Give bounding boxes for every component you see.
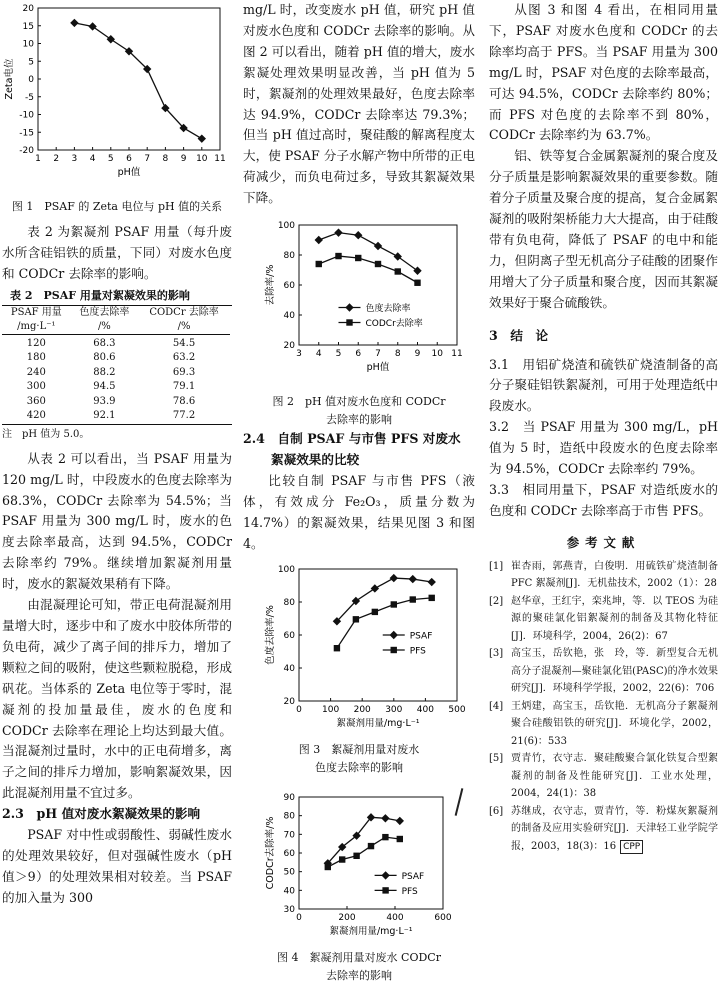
table-header-cell: PSAF 用量 (10, 306, 62, 318)
data-point (395, 268, 401, 274)
figure-2-caption-line1: 图 2 pH 值对废水色度和 CODCr (272, 395, 446, 409)
data-point (382, 833, 388, 839)
data-point (396, 816, 404, 824)
data-point (335, 253, 341, 259)
table-cell: 79.1 (172, 381, 196, 393)
table-cell: 54.5 (172, 337, 196, 349)
section-3-heading: 3 结 论 (489, 327, 549, 343)
figure-1-chart (2, 0, 232, 188)
table-row (2, 334, 230, 351)
paragraph-ph-results: mg/L 时，改变废水 pH 值，研究 pH 值对废水色度和 CODCr 去除率的影响。从图 2 可以看出，随着 pH 值的增大，废水絮凝处理效果明显改善，当 pH 值为 5 时，絮凝剂的处理效果最好，色度去除率达 94.9%，CODCr 去除率达 79.3%；但当 pH 值过高时，聚硅酸的解离程度太大，使 PSAF 分子水解产物中所带的正电荷减少，而负电荷过多，导致其絮凝效果下降。 (243, 2, 475, 206)
data-point (354, 231, 362, 239)
x-tick-label: 3 (71, 154, 78, 164)
y-tick-label: 70 (283, 829, 295, 840)
x-tick-label: 500 (448, 704, 466, 715)
series-0 (333, 573, 436, 625)
data-point (353, 852, 359, 858)
x-tick-label: 1 (35, 154, 41, 164)
y-tick-label: 100 (277, 221, 295, 232)
table-header-cell: CODCr 去除率 (149, 306, 219, 318)
figure-2-chart (243, 217, 475, 383)
conclusion-3-3: 3.3 相同用量下，PSAF 对造纸废水的色度和 CODCr 去除率高于市售 PFS。 (489, 481, 718, 518)
y-tick-label: 80 (283, 811, 295, 822)
y-tick-label: 50 (283, 867, 295, 878)
paragraph-ph-intro: PSAF 对中性或弱酸性、弱碱性废水的处理效果较好，但对强碱性废水（pH 值＞9）的处理效果相对较差。当 PSAF 的加入量为 300 (2, 827, 232, 905)
section-2-4-heading-line1: 2.4 自制 PSAF 与市售 PFS 对废水 (243, 431, 461, 447)
y-tick-label: -10 (19, 110, 34, 121)
section-2-4-heading-line2: 絮凝效果的比较 (271, 451, 360, 467)
figure-4-caption-line2: 去除率的影响 (326, 968, 392, 982)
data-point (325, 863, 331, 869)
table-2-grid (2, 306, 230, 424)
table-row (2, 395, 230, 410)
x-tick-label: 10 (196, 154, 208, 164)
y-tick-label: 20 (22, 4, 34, 14)
series-0 (70, 19, 206, 143)
reference-number: [3] (489, 648, 504, 660)
reference-text: 崔杏雨，郭燕青，白俊明．用硫铁矿烧渣制备 PFC 絮凝剂[J]．无机盐技术，2002（1）：28 (511, 560, 718, 590)
paragraph-fig34-analysis: 从图 3 和图 4 看出，在相同用量下，PSAF 对废水色度和 CODCr 的去除率均高于 PFS。当 PSAF 用量为 300 mg/L 时，PSAF 对色度的去除率最高，可达 94.5%，CODCr 去除率约 80%；而 PFS 对色度的去除率不到 80%，CODCr 去除率约为 63.7%。 (489, 2, 718, 143)
table-cell: 420 (26, 410, 46, 422)
data-point (372, 608, 378, 614)
data-point (397, 835, 403, 841)
table-row (2, 380, 230, 395)
chart-legend (375, 871, 425, 897)
reference-text: 苏继成，衣守志，贾青竹，等．粉煤灰絮凝剂的制备及应用实验研究[J]．天津轻工业学院学报，2003，18(3)：16 CPP (511, 805, 718, 852)
x-tick-label: 7 (375, 349, 381, 360)
figure-2-caption-line2: 去除率的影响 (326, 413, 392, 427)
table-2-intro: 表 2 为絮凝剂 PSAF 用量（每升废水所含硅铝铁的质量，下同）对废水色度和 CODCr 去除率的影响。 (2, 224, 232, 281)
table-2 (2, 305, 232, 425)
legend-label: PSAF (401, 871, 425, 882)
legend-label: PFS (409, 646, 426, 656)
table-2-note: 注 pH 值为 5.0。 (2, 428, 90, 440)
table-row (2, 351, 230, 366)
data-point (375, 261, 381, 267)
series-line (74, 23, 201, 139)
table-row (2, 366, 230, 381)
data-point (394, 252, 402, 260)
data-point (381, 814, 389, 822)
x-tick-label: 7 (144, 154, 151, 164)
table-cell: 68.3 (93, 337, 116, 349)
x-tick-label: 600 (434, 912, 452, 923)
table-cell: 240 (26, 366, 46, 378)
y-axis-label: 去除率/% (265, 264, 276, 306)
legend-label: PFS (401, 886, 418, 897)
table-cell: 88.2 (93, 366, 116, 378)
table-cell: 63.2 (172, 352, 196, 364)
data-point (315, 236, 323, 244)
chart-legend (339, 302, 423, 329)
references-heading: 参考文献 (566, 534, 641, 550)
table-cell: 94.5 (93, 381, 116, 393)
series-line (328, 837, 400, 867)
table-cell: 93.9 (93, 395, 116, 407)
y-axis-label: CODCr去除率/% (265, 816, 276, 889)
figure-3-chart (243, 561, 475, 733)
x-tick-label: 6 (126, 154, 132, 164)
x-axis-label: 絮凝剂用量/mg·L⁻¹ (329, 925, 413, 937)
reference-number: [2] (489, 595, 504, 607)
y-tick-label: 60 (283, 848, 295, 859)
table-cell: 120 (26, 337, 46, 349)
data-point (391, 646, 397, 652)
figure-4-caption-line1: 图 4 絮凝剂用量对废水 CODCr (277, 950, 441, 964)
data-point (428, 577, 436, 585)
legend-label: CODCr去除率 (365, 319, 423, 330)
reference-text: 王炳建，高宝玉，岳钦艳．无机高分子絮凝剂聚合硅酸铝铁的研究[J]．环境化学，2002，21(6)：533 (511, 700, 718, 747)
legend-label: 色度去除率 (365, 304, 411, 315)
data-point (409, 574, 417, 582)
x-tick-label: 4 (315, 349, 322, 360)
column-right (489, 0, 718, 855)
paragraph-comparison: 比较自制 PSAF 与市售 PFS（液体，有效成分 Fe₂O₃，质量分数为 14.7%）的絮凝效果，结果见图 3 和图 4。 (243, 472, 475, 551)
reference-number: [5] (489, 753, 504, 765)
chart-legend (383, 630, 433, 656)
data-point (382, 887, 388, 893)
y-tick-label: -20 (19, 146, 34, 156)
conclusion-3-1: 3.1 用铝矿烧渣和硫铁矿烧渣制备的高分子聚硅铝铁絮凝剂，可用于处理造纸中段废水。 (489, 356, 718, 414)
y-tick-label: 80 (283, 251, 295, 262)
reference-text: 赵华章，王红宇，栾兆坤，等．以 TEOS 为硅源的聚硅氯化铝絮凝剂的制备及其物化特征[J]．环境科学，2004，26(2)：67 (511, 595, 718, 642)
x-tick-label: 2 (53, 154, 60, 164)
x-axis-label: pH值 (117, 167, 141, 178)
reference-item (489, 698, 718, 751)
x-tick-label: 9 (180, 154, 187, 164)
data-point (88, 22, 96, 30)
x-tick-label: 200 (338, 912, 356, 923)
table-cell: 78.6 (172, 395, 196, 407)
data-point (107, 35, 115, 43)
x-tick-label: 5 (335, 349, 342, 360)
x-tick-label: 0 (296, 704, 302, 715)
series-1 (316, 253, 421, 286)
x-tick-label: 8 (162, 154, 169, 164)
table-cell: 360 (26, 395, 46, 407)
table-header-cell: 色度去除率 (79, 306, 130, 318)
y-tick-label: 15 (22, 21, 34, 32)
column-middle (243, 0, 475, 985)
series-1 (325, 833, 403, 869)
data-point (413, 267, 421, 275)
x-tick-label: 300 (385, 704, 403, 715)
reference-item (489, 558, 718, 593)
y-axis-label: Zeta电位 (4, 58, 15, 100)
y-tick-label: 30 (283, 904, 295, 915)
figure-4-chart (243, 791, 475, 941)
figure-3-caption-line2: 色度去除率的影响 (315, 760, 403, 774)
table-header-cell: /mg·L⁻¹ (17, 320, 56, 332)
x-tick-label: 100 (322, 704, 340, 715)
y-tick-label: 20 (283, 696, 295, 707)
reference-text: 高宝玉，岳钦艳，张 玲，等．新型复合无机高分子混凝剂—聚硅氯化铝(PASC)的净水效果研究[J]．环境科学学报，2002，22(6)：706 (511, 648, 718, 695)
x-tick-label: 0 (296, 912, 302, 923)
series-line (319, 233, 418, 271)
plot-frame (38, 8, 220, 150)
y-tick-label: 40 (283, 885, 295, 896)
y-tick-label: 0 (28, 75, 34, 85)
data-point (371, 584, 379, 592)
data-point (410, 596, 416, 602)
x-tick-label: 6 (355, 349, 362, 360)
series-1 (334, 594, 435, 651)
table-cell: 300 (26, 381, 46, 393)
x-tick-label: 200 (353, 704, 371, 715)
reference-item (489, 803, 718, 856)
table-header-row (2, 306, 230, 320)
data-point (368, 842, 374, 848)
data-point (374, 242, 382, 250)
x-tick-label: 4 (89, 154, 96, 164)
data-point (316, 261, 322, 267)
table-row (2, 409, 230, 424)
data-point (334, 645, 340, 651)
table-cell: 80.6 (93, 352, 116, 364)
table-cell: 69.3 (172, 366, 196, 378)
conclusion-3-2: 3.2 当 PSAF 用量为 300 mg/L，pH 值为 5 时，造纸中段废水的色度去除率为 94.5%，CODCr 去除率约 79%。 (489, 419, 718, 477)
y-tick-label: 20 (283, 341, 295, 352)
data-point (198, 134, 206, 142)
series-0 (324, 813, 404, 867)
table-header-cell: /% (177, 320, 191, 332)
x-tick-label: 5 (107, 154, 114, 164)
x-axis-label: pH值 (366, 362, 390, 374)
y-tick-label: 40 (283, 663, 295, 674)
x-tick-label: 3 (296, 349, 302, 360)
legend-label: PSAF (409, 631, 433, 641)
table-cell: 92.1 (93, 410, 116, 422)
data-point (346, 319, 352, 325)
data-point (381, 871, 389, 879)
y-tick-label: 40 (283, 311, 295, 322)
reference-number: [4] (489, 700, 504, 712)
y-tick-label: 100 (277, 564, 295, 575)
y-tick-label: -5 (25, 92, 34, 103)
reference-item (489, 645, 718, 698)
y-tick-label: 90 (283, 792, 295, 803)
table-2-title: 表 2 PSAF 用量对絮凝效果的影响 (10, 288, 190, 302)
reference-item (489, 750, 718, 803)
data-point (391, 601, 397, 607)
series-line (328, 817, 400, 863)
data-point (339, 856, 345, 862)
y-tick-label: -15 (19, 128, 34, 139)
reference-text: 贾青竹，衣守志．聚硅酸聚合氯化铁复合型絮凝剂的制备及性能研究[J]．工业水处理，2004，24(1)：38 (511, 753, 718, 800)
data-point (355, 255, 361, 261)
y-tick-label: 60 (283, 630, 295, 641)
y-tick-label: 5 (28, 57, 34, 68)
y-axis-label: 色度去除率/% (265, 604, 276, 665)
x-tick-label: 11 (451, 349, 463, 360)
data-point (70, 19, 78, 27)
x-tick-label: 400 (386, 912, 404, 923)
reference-number: [6] (489, 805, 504, 817)
data-point (429, 594, 435, 600)
table-header-row (2, 320, 230, 335)
series-0 (315, 229, 422, 276)
table-header-cell: /% (97, 320, 111, 332)
table-cell: 180 (26, 352, 46, 364)
data-point (414, 280, 420, 286)
x-tick-label: 10 (431, 349, 443, 360)
figure-1-caption: 图 1 PSAF 的 Zeta 电位与 pH 值的关系 (11, 200, 223, 213)
column-left (2, 0, 232, 909)
data-point (390, 573, 398, 581)
x-tick-label: 11 (214, 154, 226, 164)
paragraph-polymer-mechanism: 铝、铁等复合金属絮凝剂的聚合度及分子质量是影响絮凝效果的重要参数。随着分子质量及聚合度的提高，复合金属絮凝剂的吸附架桥能力大大提高，由于硅酸带有负电荷，降低了 PSAF 的电中和能力，但阴离子型无机高分子硅酸的团聚作用增大了分子质量和聚合度，因而其絮凝效果好于聚合硫酸铁。 (489, 148, 718, 310)
data-point (390, 630, 398, 638)
x-tick-label: 400 (416, 704, 434, 715)
section-2-3-heading: 2.3 pH 值对废水絮凝效果的影响 (2, 806, 201, 822)
x-tick-label: 8 (394, 349, 401, 360)
figure-3-caption-line1: 图 3 絮凝剂用量对废水 (298, 742, 420, 756)
data-point (345, 303, 353, 311)
y-tick-label: 60 (283, 281, 295, 292)
data-point (334, 229, 342, 237)
cpp-stamp: CPP (620, 840, 643, 854)
table-cell: 77.2 (172, 410, 196, 422)
references-list (489, 558, 718, 856)
y-tick-label: 80 (283, 597, 295, 608)
data-point (353, 616, 359, 622)
x-tick-label: 9 (414, 349, 421, 360)
reference-item (489, 593, 718, 646)
reference-number: [1] (489, 560, 504, 572)
paragraph-table-analysis: 从表 2 可以看出，当 PSAF 用量为 120 mg/L 时，中段废水的色度去除率为 68.3%，CODCr 去除率为 54.5%；当 PSAF 用量为 300 mg/L 时，废水的色度去除率最高，达到 94.5%，CODCr 去除率约 79%。继续增加絮凝剂用量时，废水的絮凝效果稍有下降。 (2, 450, 232, 592)
paragraph-coagulation-theory: 由混凝理论可知，带正电荷混凝剂用量增大时，逐步中和了废水中胶体所带的负电荷，减少了离子间的排斥力，增加了颗粒之间的吸附，使这些颗粒脱稳，形成矾花。当体系的 Zeta 电位等于零时，混凝剂的投加量最佳，废水的色度和 CODCr 去除率在理论上均达到最大值。当混凝剂过量时，水中的正电荷增多，离子之间的排斥力增加，影响絮凝效果，因此混凝剂用量不宜过多。 (2, 597, 232, 801)
x-axis-label: 絮凝剂用量/mg·L⁻¹ (336, 717, 420, 729)
y-tick-label: 10 (22, 39, 34, 50)
